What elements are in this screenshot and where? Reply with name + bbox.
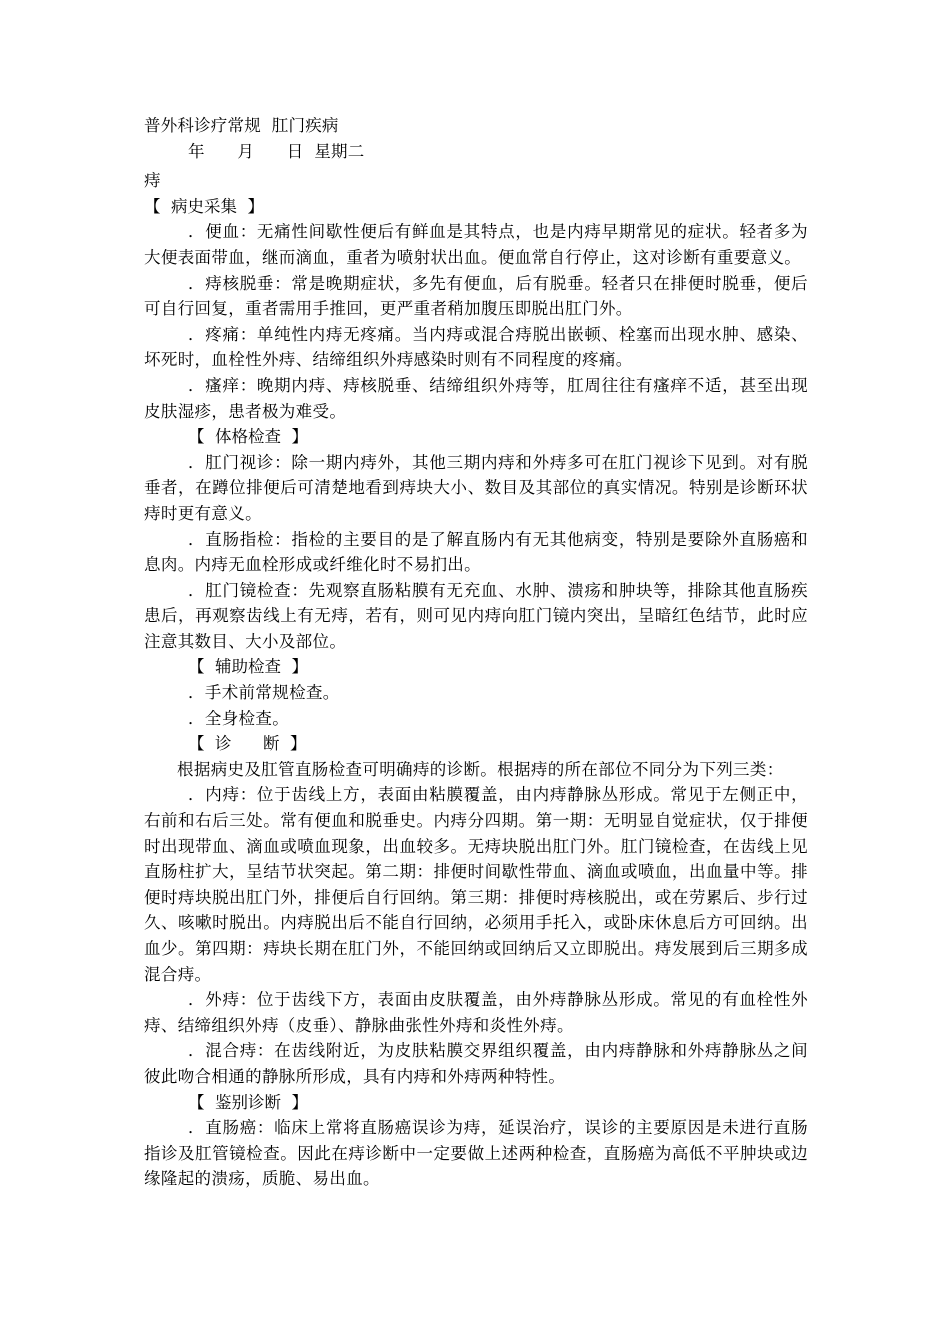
history-item-itching: ．瘙痒：晚期内痔、痔核脱垂、结缔组织外痔等，肛周往往有瘙痒不适，甚至出现皮肤湿疹，患者极为难受。 <box>144 375 808 421</box>
exam-item-inspection: ．肛门视诊：除一期内痔外，其他三期内痔和外痔多可在肛门视诊下见到。对有脱垂者，在蹲位排便后可清楚地看到痔块大小、数目及其部位的真实情况。特别是诊断环状痔时更有意义。 <box>144 452 808 523</box>
diagnosis-heading: 【 诊 断 】 <box>188 734 307 754</box>
document-page <box>144 113 808 1192</box>
exam-item-digital: ．直肠指检：指检的主要目的是了解直肠内有无其他病变，特别是要除外直肠癌和息肉。内痔无血栓形成或纤维化时不易扪出。 <box>144 529 808 575</box>
diagnosis-item-external: ．外痔：位于齿线下方，表面由皮肤覆盖，由外痔静脉丛形成。常见的有血栓性外痔、结缔组织外痔（皮垂）、静脉曲张性外痔和炎性外痔。 <box>144 990 808 1035</box>
date-line <box>144 139 808 165</box>
aux-item-general: ．全身检查。 <box>188 708 290 728</box>
exam-heading: 【 体格检查 】 <box>188 427 308 447</box>
diagnosis-item-internal: ．内痔：位于齿线上方，表面由粘膜覆盖，由内痔静脉丛形成。常见于左侧正中，右前和右后三处。常有便血和脱垂史。内痔分四期。第一期：无明显自觉症状，仅于排便时出现带血、滴血或喷血现象，出血较多。无痔块脱出肛门外。肛门镜检查，在齿线上见直肠柱扩大，呈结节状突起。第二期：排便时间歇性带血、滴血或喷血，出血量中等。排便时痔块脱出肛门外，排便后自行回纳。第三期：排便时痔核脱出，或在劳累后、步行过久、咳嗽时脱出。内痔脱出后不能自行回纳，必须用手托入，或卧床休息后方可回纳。出血少。第四期：痔块长期在肛门外，不能回纳或回纳后又立即脱出。痔发展到后三期多成混合痔。 <box>144 785 808 984</box>
date-text: 年 月 日 星期二 <box>188 141 365 161</box>
aux-heading: 【 辅助检查 】 <box>188 657 308 677</box>
history-heading: 【 病史采集 】 <box>144 196 264 216</box>
document-title: 普外科诊疗常规 肛门疾病 <box>144 116 339 135</box>
history-item-bleeding: ．便血：无痛性间歇性便后有鲜血是其特点，也是内痔早期常见的症状。轻者多为大便表面带血，继而滴血，重者为喷射状出血。便血常自行停止，这对诊断有重要意义。 <box>144 222 808 267</box>
history-item-pain: ．疼痛：单纯性内痔无疼痛。当内痔或混合痔脱出嵌顿、栓塞而出现水肿、感染、坏死时，血栓性外痔、结缔组织外痔感染时则有不同程度的疼痛。 <box>144 324 808 370</box>
differential-heading: 【 鉴别诊断 】 <box>188 1092 308 1112</box>
history-item-prolapse: ．痔核脱垂：常是晚期症状，多先有便血，后有脱垂。轻者只在排便时脱垂，便后可自行回复，重者需用手推回，更严重者稍加腹压即脱出肛门外。 <box>144 273 808 319</box>
differential-item-rectal-cancer: ．直肠癌：临床上常将直肠癌误诊为痔，延误治疗，误诊的主要原因是未进行直肠指诊及肛管镜检查。因此在痔诊断中一定要做上述两种检查，直肠癌为高低不平肿块或边缘隆起的溃疡，质脆、易出血。 <box>144 1118 808 1189</box>
diagnosis-intro: 根据病史及肛管直肠检查可明确痔的诊断。根据痔的所在部位不同分为下列三类： <box>177 759 784 779</box>
section-title: 痔 <box>144 171 161 191</box>
diagnosis-item-mixed: ．混合痔：在齿线附近，为皮肤粘膜交界组织覆盖，由内痔静脉和外痔静脉丛之间彼此吻合相通的静脉所形成，具有内痔和外痔两种特性。 <box>144 1041 808 1086</box>
exam-item-anoscopy: ．肛门镜检查：先观察直肠粘膜有无充血、水肿、溃疡和肿块等，排除其他直肠疾患后，再观察齿线上有无痔，若有，则可见内痔向肛门镜内突出，呈暗红色结节，此时应注意其数目、大小及部位。 <box>144 580 808 651</box>
aux-item-preop: ．手术前常规检查。 <box>188 683 340 703</box>
